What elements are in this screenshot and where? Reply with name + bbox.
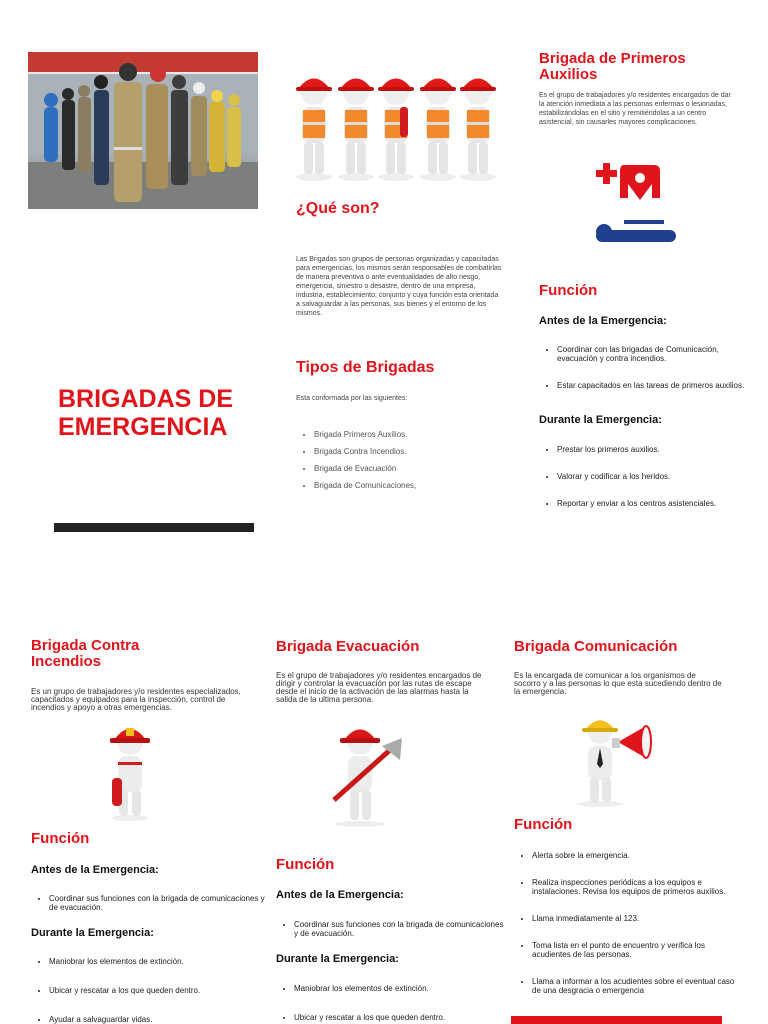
evacuacion-body: Es el grupo de trabajadores y/o residentes encargados de dirigir y controlar la evacuación por las rutas de escape desde el inicio de la activación de las alarmas hasta la salida de la ultima persona. bbox=[276, 671, 482, 704]
contra-incendios-funcion-heading: Función bbox=[31, 830, 90, 847]
cover-title-line2: EMERGENCIA bbox=[58, 413, 228, 441]
list-item: • Coordinar con las brigadas de Comunicación, evacuación y contra incendios. bbox=[557, 345, 755, 363]
primeros-auxilios-antes-heading: Antes de la Emergencia: bbox=[539, 315, 667, 327]
contra-incendios-durante-heading: Durante la Emergencia: bbox=[31, 927, 154, 939]
list-item: • Alerta sobre la emergencia. bbox=[532, 851, 740, 860]
evacuacion-funcion-heading: Función bbox=[276, 856, 335, 873]
list-item: • Llama a informar a los acudientes sobre el eventual caso de una desgracia o emergencia bbox=[532, 977, 740, 995]
contra-incendios-body: Es un grupo de trabajadores y/o residentes especializados, capacitados y equipados para la inspección, control de incendios y apoyo a otras emergencias. bbox=[31, 687, 241, 712]
comunicacion-body: Es la encargada de comunicar a los organismos de socorro y a las personas lo que esta sucediendo dentro de la emergencia. bbox=[514, 671, 722, 696]
cover-title-line1: BRIGADAS DE bbox=[58, 385, 234, 413]
primeros-auxilios-funcion-heading: Función bbox=[539, 282, 598, 299]
first-aid-cross-icon bbox=[596, 163, 617, 184]
comunicacion-list bbox=[514, 851, 740, 995]
list-item: • Brigada de Comunicaciones, bbox=[314, 477, 514, 494]
primeros-auxilios-heading: Brigada de Primeros Auxilios bbox=[539, 50, 686, 83]
list-item: • Ayudar a salvaguardar vidas. bbox=[49, 1015, 269, 1024]
tipos-intro: Esta conformada por las siguientes: bbox=[296, 395, 408, 402]
evacuacion-antes-heading: Antes de la Emergencia: bbox=[276, 889, 404, 901]
evacuacion-antes-list bbox=[276, 920, 504, 938]
list-item: • Valorar y codificar a los heridos. bbox=[557, 472, 755, 481]
list-item: • Brigada Contra Incendios. bbox=[314, 443, 514, 460]
contra-incendios-antes-list bbox=[31, 894, 269, 912]
list-item: • Maniobrar los elementos de extinción. bbox=[294, 984, 504, 993]
contra-incendios-heading: Brigada Contra Incendios bbox=[31, 637, 140, 670]
helmet-figures-icon bbox=[290, 62, 502, 184]
list-item: • Coordinar sus funciones con la brigada de comunicaciones y de evacuación. bbox=[294, 920, 504, 938]
evacuacion-durante-heading: Durante la Emergencia: bbox=[276, 953, 399, 965]
list-item: • Maniobrar los elementos de extinción. bbox=[49, 957, 269, 966]
tipos-list bbox=[296, 426, 514, 494]
primeros-auxilios-durante-heading: Durante la Emergencia: bbox=[539, 414, 662, 426]
que-son-heading: ¿Qué son? bbox=[296, 200, 380, 217]
list-item: • Estar capacitados en las tareas de primeros auxilios. bbox=[557, 381, 755, 390]
contra-incendios-durante-list bbox=[31, 957, 269, 1024]
tipos-heading: Tipos de Brigadas bbox=[296, 359, 435, 376]
list-item: • Ubicar y rescatar a los que queden dentro. bbox=[49, 986, 269, 995]
firefighters-photo bbox=[28, 52, 258, 209]
megaphone-figure-icon bbox=[560, 712, 666, 808]
list-item: • Reportar y enviar a los centros asistenciales. bbox=[557, 499, 755, 508]
comunicacion-heading: Brigada Comunicación bbox=[514, 638, 678, 655]
cover-divider bbox=[54, 523, 254, 532]
list-item: • Brigada de Evacuación bbox=[314, 460, 514, 477]
list-item: • Brigada Primeros Auxilios. bbox=[314, 426, 514, 443]
primeros-auxilios-body: Es el grupo de trabajadores y/o residentes encargados de dar la atención inmediata a las personas enfermas o lesionadas, estabilizándolas en el sitio y remitiéndolas a un centro asistencial, sin causarles mayores complicaciones. bbox=[539, 92, 731, 126]
primeros-auxilios-durante-list bbox=[539, 445, 755, 508]
contra-incendios-antes-heading: Antes de la Emergencia: bbox=[31, 864, 159, 876]
evacuacion-durante-list bbox=[276, 984, 504, 1022]
axe-figure-icon bbox=[320, 720, 410, 828]
list-item: • Realiza inspecciones periódicas a los equipos e instalaciones. Revisa los equipos de primeros auxilios. bbox=[532, 878, 740, 896]
list-item: • Ubicar y rescatar a los que queden dentro. bbox=[294, 1013, 504, 1022]
evacuacion-heading: Brigada Evacuación bbox=[276, 638, 420, 655]
list-item: • Llama inmediatamente al 123. bbox=[532, 914, 740, 923]
list-item: • Prestar los primeros auxilios. bbox=[557, 445, 755, 454]
list-item: • Coordinar sus funciones con la brigada de comunicaciones y de evacuación. bbox=[49, 894, 269, 912]
primeros-auxilios-antes-list bbox=[539, 345, 755, 390]
que-son-body: Las Brigadas son grupos de personas organizadas y capacitadas para emergencias, los mismos serán responsables de combatirlas de manera preventiva o ante eventualidades de alto riesgo, emergencia, siniestro o desastre, dentro de una empresa, industria, establecimiento, conjunto y cuya función esta orientada a salvaguardar a las personas, sus bienes y el entorno de los mismos. bbox=[296, 256, 502, 317]
list-item: • Toma lista en el punto de encuentro y verifica los acudientes de las personas. bbox=[532, 941, 740, 959]
firefighter-figure-icon bbox=[100, 718, 160, 822]
comunicacion-funcion-heading: Función bbox=[514, 816, 573, 833]
footer-red-bar bbox=[511, 1016, 722, 1024]
